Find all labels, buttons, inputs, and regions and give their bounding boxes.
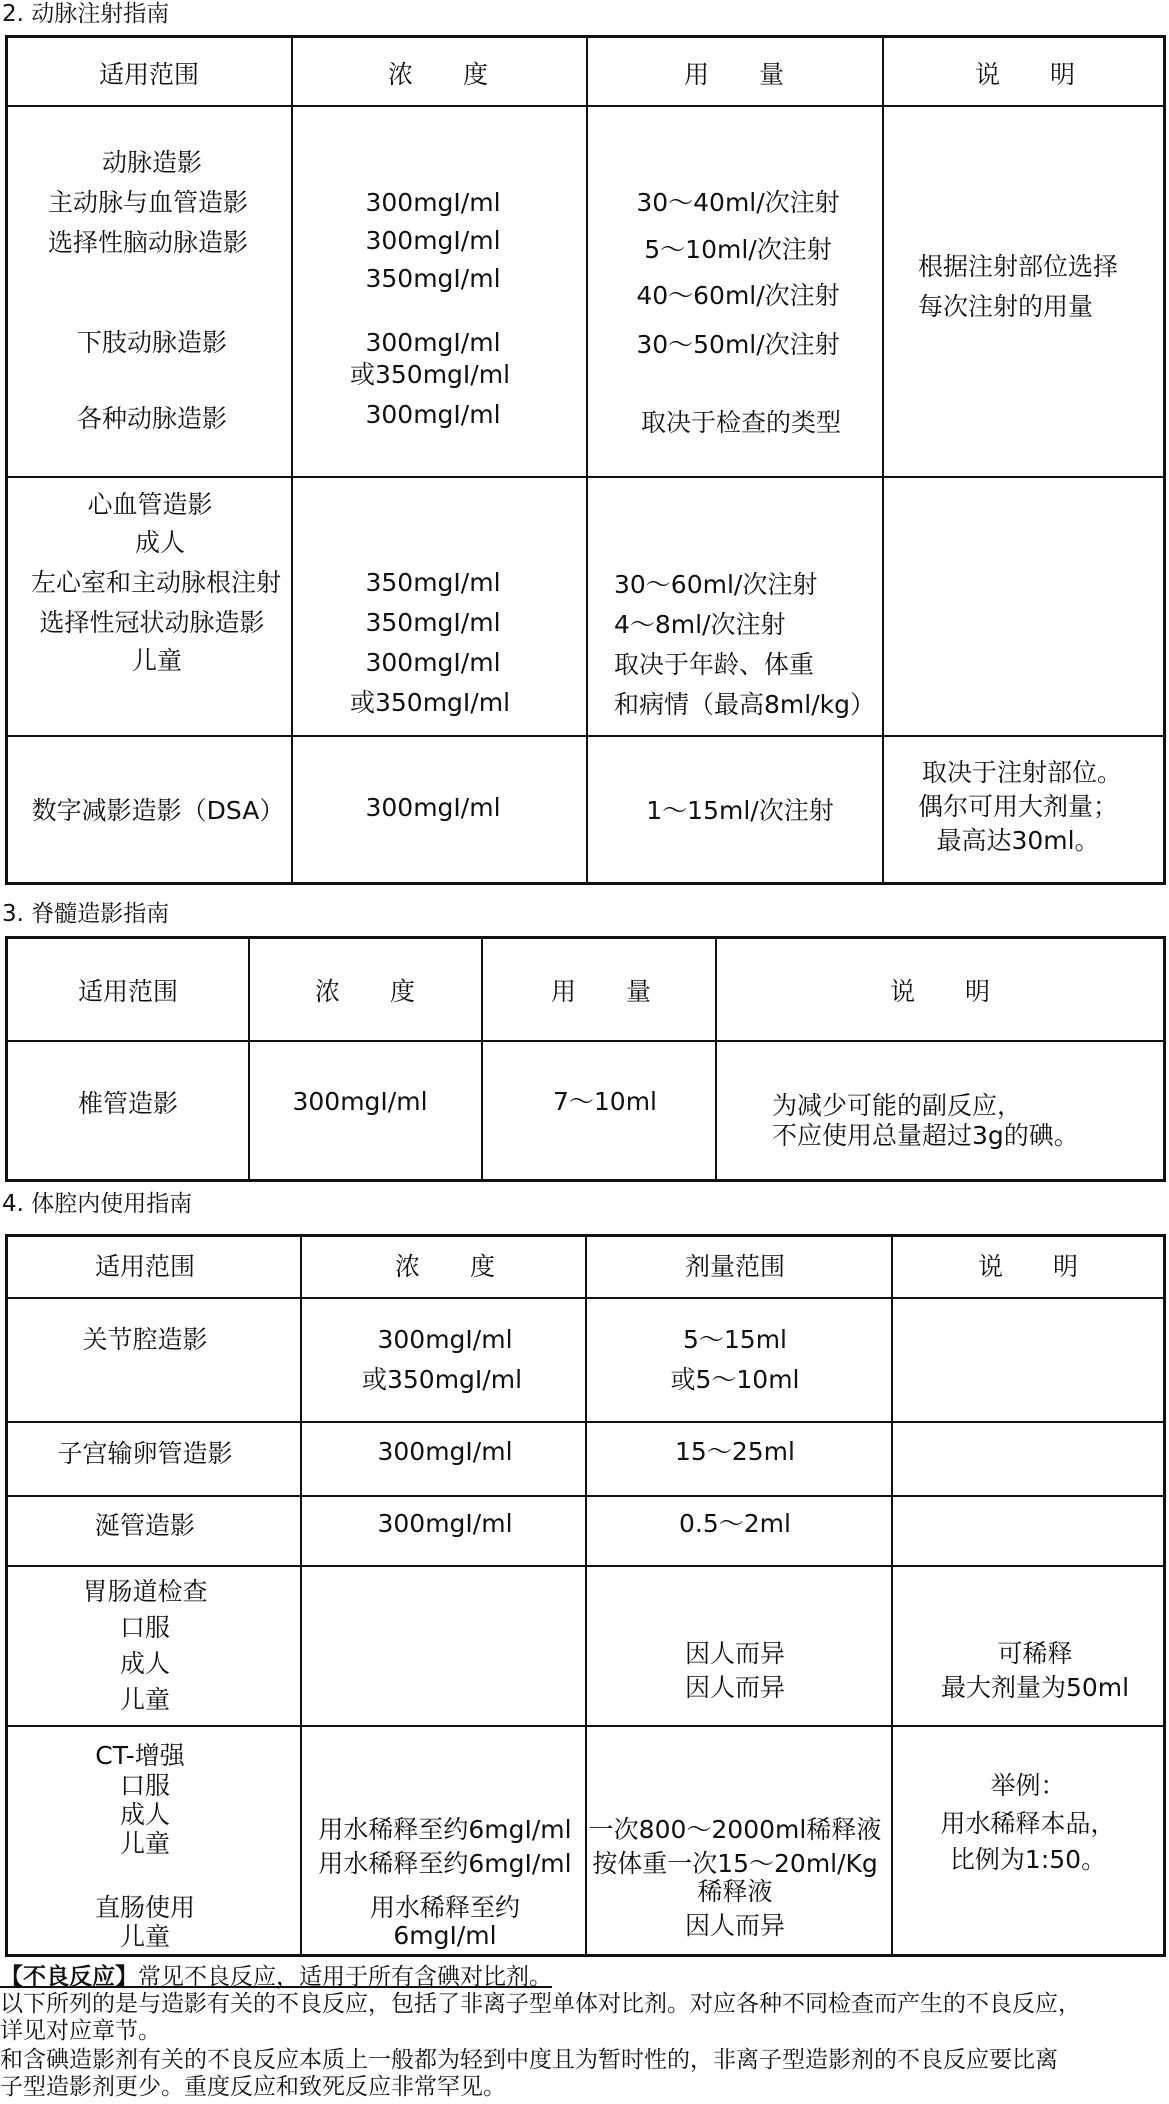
dosage-cell: 或5～10ml [670,1365,800,1394]
col-header-concentration: 浓 度 [314,977,416,1006]
range-cell: 儿童 [119,1829,171,1858]
range-cell: 关节腔造影 [82,1325,208,1354]
dosage-cell: 30～60ml/次注射 [614,570,818,599]
dosage-cell: 5～15ml [682,1325,788,1354]
notes-cell: 最高达30ml。 [936,826,1100,855]
range-cell: 子宫输卵管造影 [57,1439,233,1468]
range-cell: 儿童 [131,646,183,675]
adverse-reactions-heading [0,1964,552,1991]
dosage-cell: 7～10ml [552,1087,658,1116]
dosage-cell: 4～8ml/次注射 [614,610,786,639]
range-cell: 儿童 [119,1685,171,1714]
range-cell: 涎管造影 [94,1511,196,1540]
adverse-heading-tail: 常见不良反应，适用于所有含碘对比剂。 [138,1964,552,1990]
range-cell: 下肢动脉造影 [76,328,228,357]
range-cell: 成人 [119,1800,171,1829]
section-4-title: 4. 体腔内使用指南 [2,1191,193,1217]
dosage-cell: 15～25ml [675,1437,795,1466]
range-cell: 数字减影造影（DSA） [31,796,285,825]
dosage-cell: 30～50ml/次注射 [636,330,840,359]
col-header-notes: 说 明 [889,977,991,1006]
range-cell: 各种动脉造影 [76,404,228,433]
concentration-cell: 300mgI/ml [365,648,501,677]
dosage-cell: 取决于检查的类型 [640,408,842,437]
col-header-concentration: 浓 度 [387,60,489,89]
range-cell: 儿童 [119,1922,171,1951]
concentration-cell: 300mgI/ml [365,226,501,255]
notes-cell: 用水稀释本品， [940,1809,1116,1838]
range-cell: 直肠使用 [94,1893,196,1922]
adverse-heading-label: 【不良反应】 [0,1964,138,1990]
adverse-paragraph-line: 子型造影剂更少。重度反应和致死反应非常罕见。 [0,2074,506,2100]
dosage-cell: 因人而异 [684,1673,786,1702]
col-header-range: 适用范围 [77,977,179,1006]
concentration-cell: 或350mgI/ml [349,360,511,389]
concentration-cell: 6mgI/ml [393,1921,497,1950]
range-cell: 动脉造影 [101,148,203,177]
range-cell: 选择性冠状动脉造影 [39,608,265,637]
col-header-dosage: 用 量 [550,977,652,1006]
notes-cell: 可稀释 [997,1639,1073,1668]
range-cell: 胃肠道检查 [82,1577,208,1606]
dosage-cell: 一次800～2000ml稀释液 [588,1815,882,1844]
concentration-cell: 300mgI/ml [365,188,501,217]
concentration-cell: 300mgI/ml [292,1087,428,1116]
notes-cell: 不应使用总量超过3g的碘。 [772,1121,1079,1150]
concentration-cell: 或350mgI/ml [361,1365,523,1394]
concentration-cell: 300mgI/ml [365,793,501,822]
section-2-title: 2. 动脉注射指南 [2,1,170,27]
concentration-cell: 用水稀释至约6mgI/ml [318,1815,572,1844]
dosage-cell: 按体重一次15～20ml/Kg [592,1849,878,1878]
notes-cell: 比例为1:50。 [949,1845,1107,1874]
concentration-cell: 350mgI/ml [365,568,501,597]
adverse-paragraph-line: 和含碘造影剂有关的不良反应本质上一般都为轻到中度且为暂时性的，非离子型造影剂的不良反应要比离 [0,2047,1058,2073]
col-header-notes: 说 明 [974,60,1076,89]
adverse-paragraph-line: 详见对应章节。 [0,2018,161,2044]
notes-cell: 每次注射的用量 [918,292,1094,321]
range-cell: 左心室和主动脉根注射 [30,568,282,597]
concentration-cell: 300mgI/ml [365,400,501,429]
dosage-cell: 因人而异 [684,1639,786,1668]
concentration-cell: 300mgI/ml [377,1509,513,1538]
concentration-cell: 或350mgI/ml [349,688,511,717]
range-cell: 口服 [119,1771,171,1800]
myelography-table [5,936,1166,1182]
body-cavity-table [5,1234,1166,1957]
concentration-cell: 用水稀释至约 [369,1893,521,1922]
dosage-cell: 因人而异 [684,1911,786,1940]
dosage-cell: 40～60ml/次注射 [636,281,840,310]
notes-cell: 根据注射部位选择 [918,252,1119,281]
dosage-cell: 稀释液 [697,1877,773,1906]
range-cell: 选择性脑动脉造影 [47,228,249,257]
range-cell: CT-增强 [95,1741,185,1770]
dosage-cell: 1～15ml/次注射 [646,796,834,825]
range-cell: 主动脉与血管造影 [47,188,249,217]
col-header-dosage-range: 剂量范围 [684,1252,786,1281]
dosage-cell: 取决于年龄、体重 [614,650,815,679]
col-header-dosage: 用 量 [683,60,785,89]
range-cell: 成人 [119,1649,171,1678]
concentration-cell: 350mgI/ml [365,264,501,293]
range-cell: 椎管造影 [77,1089,179,1118]
dosage-cell: 0.5～2ml [679,1509,791,1538]
artery-injection-table [5,35,1166,885]
range-cell: 心血管造影 [87,490,213,519]
dosage-cell: 5～10ml/次注射 [644,235,832,264]
dosage-cell: 30～40ml/次注射 [636,188,840,217]
notes-cell: 取决于注射部位。 [921,758,1123,787]
notes-cell: 为减少可能的副反应， [772,1091,1023,1120]
concentration-cell: 300mgI/ml [377,1437,513,1466]
col-header-range: 适用范围 [94,1252,196,1281]
notes-cell: 举例： [990,1771,1066,1800]
range-cell: 口服 [119,1613,171,1642]
adverse-paragraph-line: 以下所列的是与造影有关的不良反应，包括了非离子型单体对比剂。对应各种不同检查而产生的不良反应， [0,1991,1081,2017]
col-header-notes: 说 明 [977,1252,1079,1281]
col-header-concentration: 浓 度 [394,1252,496,1281]
range-cell: 成人 [134,528,186,557]
concentration-cell: 350mgI/ml [365,608,501,637]
concentration-cell: 300mgI/ml [377,1325,513,1354]
dosage-cell: 和病情（最高8ml/kg） [614,690,875,719]
concentration-cell: 300mgI/ml [365,328,501,357]
section-3-title: 3. 脊髓造影指南 [2,901,170,927]
notes-cell: 偶尔可用大剂量； [917,792,1119,821]
concentration-cell: 用水稀释至约6mgI/ml [318,1849,572,1878]
notes-cell: 最大剂量为50ml [940,1673,1130,1702]
col-header-range: 适用范围 [98,60,200,89]
